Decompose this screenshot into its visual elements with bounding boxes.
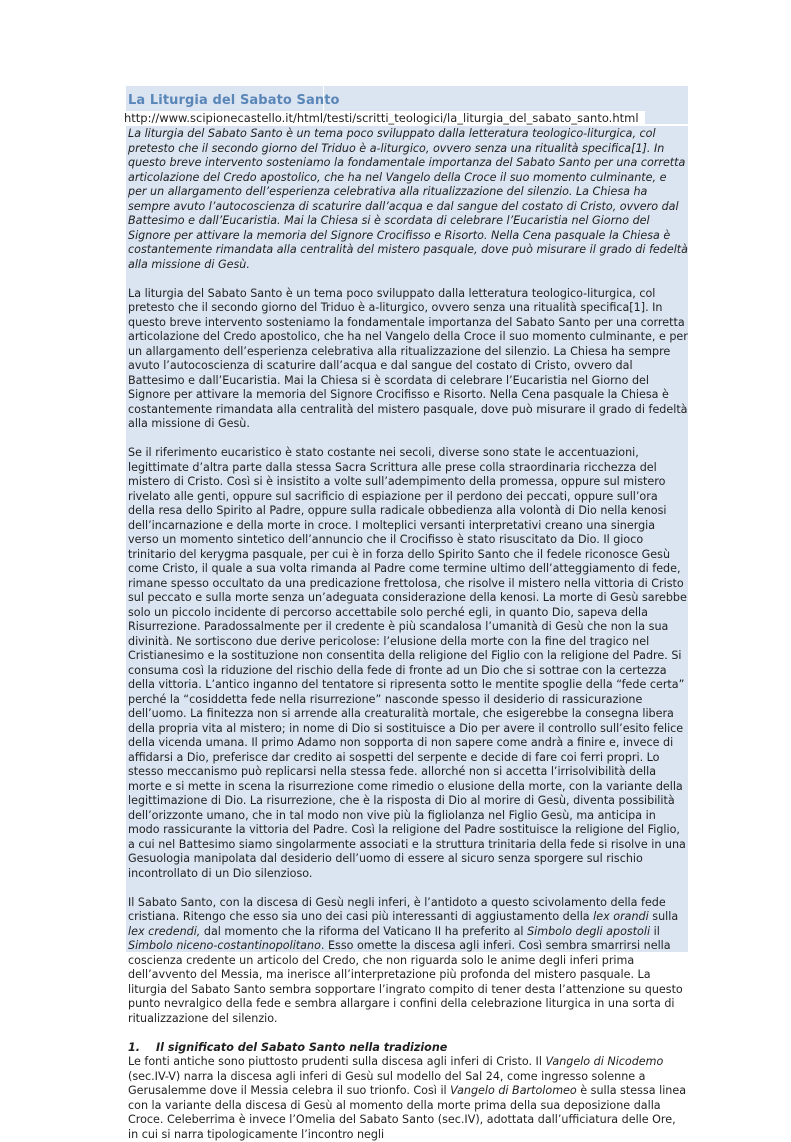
text-run: è sulla stessa linea con la variante della discesa di Gesù al momento della morte prima della sua deposizione dalla Croce. Celeberrima è invece l’Omelia del Sabato Santo (sec.IV), adottata dall’ufficiatura delle Ore, in cui si narra tipologicamente l’incontro negli xyxy=(128,1084,687,1141)
italic-run: Vangelo di Bartolomeo xyxy=(450,1084,577,1097)
section-heading xyxy=(128,1041,688,1056)
body-paragraph-2: Se il riferimento eucaristico è stato costante nei secoli, diverse sono state le accentuazioni, legittimate d’altra parte dalla stessa Sacra Scrittura alle prese colla straordinaria ricchezza del mistero di Cristo. Così si è insistito a volte sull’adempimento della promessa, oppure sul mistero rivelato alle genti, oppure sul sacrificio di espiazione per il perdono dei peccati, oppure sull’ora della resa dello Spirito al Padre, oppure sulla radicale obbedienza alla volontà di Dio nella kenosi dell’incarnazione e della morte in croce. I molteplici versanti interpretativi creano una sinergia verso un momento sintetico dell’annuncio che il Crocifisso è stato risuscitato da Dio. Il gioco trinitario del kerygma pasquale, per cui è in forza dello Spirito Santo che il fedele riconosce Gesù come Cristo, il quale a sua volta rimanda al Padre come termine ultimo dell’atteggiamento di fede, rimane spesso occultato da una predicazione frettolosa, che risolve il mistero nella vittoria di Cristo sul peccato e sulla morte senza un’adeguata considerazione della kenosi. La morte di Gesù sarebbe solo un piccolo incidente di percorso accettabile solo perché egli, in quanto Dio, sapeva della Risurrezione. Paradossalmente per il credente è più scandalosa l’umanità di Gesù che non la sua divinità. Ne sortiscono due derive pericolose: l’elusione della morte con la fine del tragico nel Cristianesimo e la sostituzione non consentita della religione del Figlio con la religione del Padre. Si consuma così la riduzione del rischio della fede di fronte ad un Dio che si sottrae con la certezza della vittoria. L’antico inganno del tentatore si ripresenta sotto le mentite spoglie della “fede certa” perché la “cosiddetta fede nella risurrezione” nasconde spesso il desiderio di rassicurazione dell’uomo. La finitezza non si arrende alla creaturalità mortale, che esigerebbe la consegna libera della propria vita al mistero; in nome di Dio si sostituisce a Dio per avere il controllo sull’esito felice della vicenda umana. Il primo Adamo non sopporta di non sapere come andrà a finire e, invece di affidarsi a Dio, preferisce dar credito ai sospetti del serpente e decide di fare coi ferri propri. Lo stesso meccanismo può replicarsi nella stessa fede. allorché non si accetta l’irrisolvibilità della morte e si mette in scena la risurrezione come rimedio o elusione della morte, con la variante della legittimazione di Dio. La risurrezione, che è la risposta di Dio al morire di Gesù, diventa possibilità dell’orizzonte umano, che in tal modo non vive più la figliolanza nel Figlio Gesù, ma anticipa in modo rassicurante la vittoria del Padre. Così la religione del Padre sostituisce la religione del Figlio, a cui nel Battesimo siamo singolarmente associati e la struttura trinitaria della fede si risolve in una Gesuologia manipolata dal desiderio dell’uomo di essere al sicuro senza sporgere sul rischio incontrollato di un Dio silenzioso. xyxy=(128,446,687,880)
spacer xyxy=(128,272,688,287)
italic-run: lex credendi, xyxy=(128,924,201,938)
text-run: Il Sabato Santo, con la discesa di Gesù negli inferi, è l’antidoto a questo scivolamento della fede cristiana. Ritengo che esso sia uno dei casi più interessanti di aggiustamento della xyxy=(128,895,666,923)
text-run: Le fonti antiche sono piuttosto prudenti sulla discesa agli inferi di Cristo. Il xyxy=(128,1055,546,1068)
text-run: il xyxy=(650,924,660,938)
spacer xyxy=(128,1026,688,1041)
section-number: 1. xyxy=(128,1040,140,1054)
italic-run: lex orandi xyxy=(593,910,649,923)
document-title: La Liturgia del Sabato Santo xyxy=(128,93,340,108)
italic-run: Simbolo degli apostoli xyxy=(527,924,651,938)
italic-run: Vangelo di Nicodemo xyxy=(545,1055,664,1068)
italic-run: Simbolo niceno-costantinopolitano xyxy=(128,939,321,952)
text-run: . Esso omette la discesa agli inferi. Così sembra smarrirsi nella coscienza credente un articolo del Credo, che non riguarda solo le anime degli inferi prima dell’avvento del Messia, ma inerisce all’interpretazione più profonda del mistero pasquale. La liturgia del Sabato Santo sembra sopportare l’ingrato compito di tener desta l’attenzione su questo punto nevralgico della fede e sembra allargare i confini della celebrazione liturgica in una sorta di ritualizzazione del silenzio. xyxy=(128,939,683,1025)
document-body xyxy=(128,127,688,1142)
body-paragraph-4 xyxy=(128,1055,688,1142)
body-paragraph-3 xyxy=(128,896,688,1027)
abstract-paragraph: La liturgia del Sabato Santo è un tema poco sviluppato dalla letteratura teologico-liturgica, col pretesto che il secondo giorno del Triduo è a-liturgico, ovvero senza una ritualità specifica[1]. In questo breve intervento sosteniamo la fondamentale importanza del Sabato Santo per una corretta articolazione del Credo apostolico, che ha nel Vangelo della Croce il suo momento culminante, e per un allargamento dell’esperienza celebrativa alla ritualizzazione del silenzio. La Chiesa ha sempre avuto l’autocoscienza di scaturire dall’acqua e dal sangue del costato di Cristo, ovvero dal Battesimo e dall’Eucaristia. Mai la Chiesa si è scordata di celebrare l’Eucaristia nel Giorno del Signore per attivare la memoria del Signore Crocifisso e Risorto. Nella Cena pasquale la Chiesa è costantemente rimandata alla centralità del mistero pasquale, dove può misurare il grado di fedeltà alla missione di Gesù. xyxy=(128,127,689,271)
spacer xyxy=(128,881,688,896)
text-run: (sec.IV-V) narra la discesa agli inferi di Gesù sul modello del Sal 24, come ingresso solenne a Gerusalemme dove il Messia celebra il suo trionfo. Così il xyxy=(128,1069,646,1097)
section-title: Il significato del Sabato Santo nella tradizione xyxy=(156,1040,448,1054)
spacer xyxy=(128,432,688,447)
text-run: sulla xyxy=(648,910,679,923)
text-run: dal momento che la riforma del Vaticano II ha preferito al xyxy=(200,924,528,938)
source-url: http://www.scipionecastello.it/html/testi/scritti_teologici/la_liturgia_del_sabato_santo.html xyxy=(124,111,645,125)
intro-paragraph: La liturgia del Sabato Santo è un tema poco sviluppato dalla letteratura teologico-liturgica, col pretesto che il secondo giorno del Triduo è a-liturgico, ovvero senza una ritualità specifica[1]. In questo breve intervento sosteniamo la fondamentale importanza del Sabato Santo per una corretta articolazione del Credo apostolico, che ha nel Vangelo della Croce il suo momento culminante, e per un allargamento dell’esperienza celebrativa alla ritualizzazione del silenzio. La Chiesa ha sempre avuto l’autocoscienza di scaturire dall’acqua e dal sangue del costato di Cristo, ovvero dal Battesimo e dall’Eucaristia. Mai la Chiesa si è scordata di celebrare l’Eucaristia nel Giorno del Signore per attivare la memoria del Signore Crocifisso e Risorto. Nella Cena pasquale la Chiesa è costantemente rimandata alla centralità del mistero pasquale, dove può misurare il grado di fedeltà alla missione di Gesù. xyxy=(128,286,688,430)
